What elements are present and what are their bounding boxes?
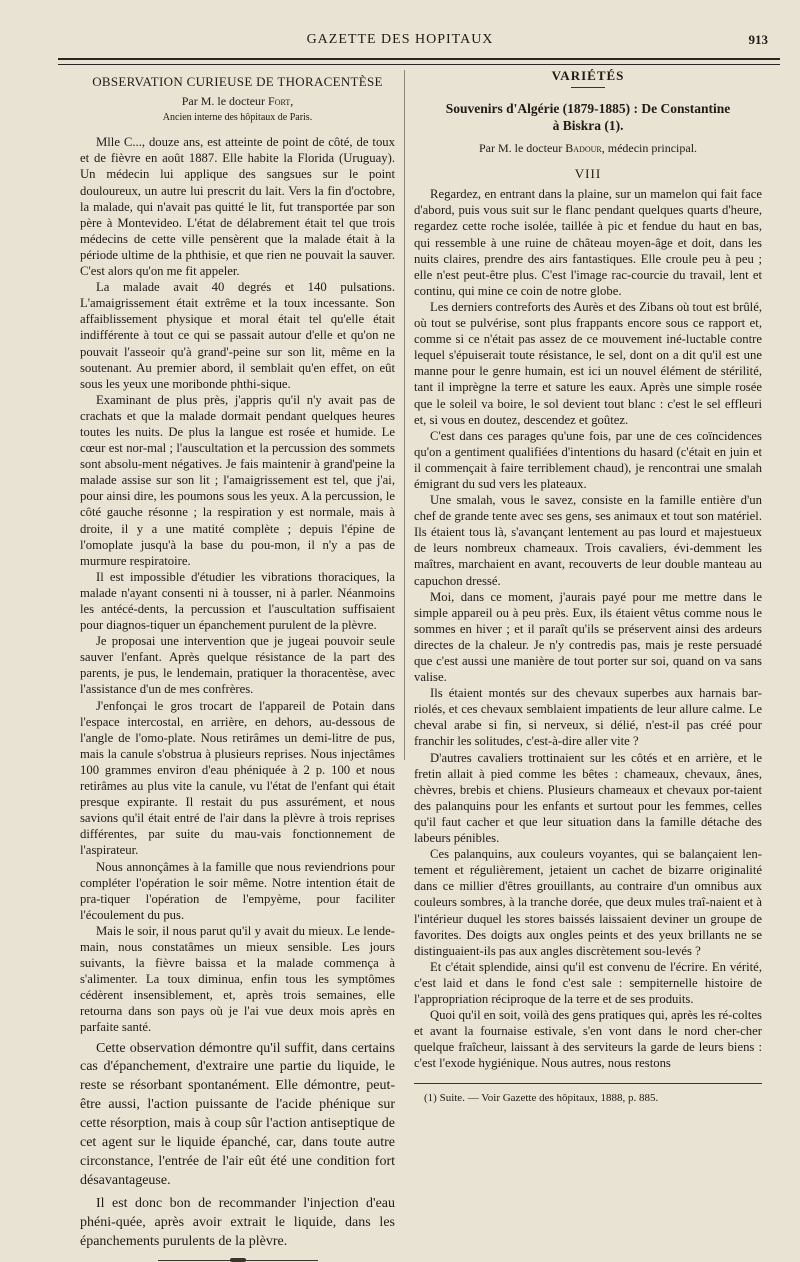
article-title: OBSERVATION CURIEUSE DE THORACENTÈSE xyxy=(92,74,383,89)
paragraph: Ces palanquins, aux couleurs voyantes, qui se balançaient len-tement et régulièrement, jetaient un cachet de bizarre originalité dans ce millier d'êtres grouillants, au contraire d'un omnibus aux couleurs sombres, à la tranche dorée, que deux mules traî-naient et à l'intérieur duquel les stores baissés laissaient deviner un groupe de favorites. Des doigts aux ongles peints et des yeux brillants ne se distinguaient-ils pas aux angles discrètement sou-levés ? xyxy=(414,847,762,958)
paragraph: D'autres cavaliers trottinaient sur les côtés et en arrière, et le fretin allait à pied comme les bêtes : chameaux, chevaux, ânes, chèvres, brebis et chiens. Plusieurs chameaux et chevaux por-taient des palanquins pour les enfants et surtout pour les femmes, celles qu'il faut cacher et que leur situation dans la famille détache des labeurs pénibles. xyxy=(414,750,762,846)
paragraph: La malade avait 40 degrés et 140 pulsations. L'amaigrissement était extrême et la toux incessante. Son affaiblissement physique et moral était tel qu'elle était indifférente à tout ce qui se passait autour d'elle et qu'on ne pouvait l'asseoir qu'à grand'-peine sur son lit, même en la soutenant. Au premier abord, il semblait qu'en effet, on eût sous les yeux une moribonde phthi-sique. xyxy=(80,280,395,391)
byline-suffix: médecin principal. xyxy=(607,141,698,156)
paragraph: Quoi qu'il en soit, voilà des gens pratiques qui, après les ré-coltes et avant la fournaise estivale, s'en vont dans le nord cher-cher quelque fraîcheur, laissant à des serviteurs la garde de leurs biens : c'est l'exode hygiénique. Nous autres, nous restons xyxy=(414,1008,762,1071)
journal-title: GAZETTE DES HOPITAUX xyxy=(306,32,494,47)
page-number: 913 xyxy=(748,32,768,47)
paragraph: Mais le soir, il nous parut qu'il y avait du mieux. Le lende-main, nous constatâmes un mieux sensible. Les jours suivants, la fièvre baissa et la malade commença à s'alimenter. La toux diminua, enfin tous les symptômes cédèrent insensiblement, et, après trois semaines, elle retourna dans son pays où je l'ai vue deux mois après en parfaite santé. xyxy=(80,923,395,1035)
article-byline xyxy=(80,93,395,109)
paragraph: Examinant de plus près, j'appris qu'il n'y avait pas de crachats et que la malade dormait pendant quelques heures toutes les nuits. De plus la langue est rosée et humide. Le cœur est nor-mal ; l'auscultation et la percussion des sommets sont absolu-ment négatives. Je fais maintenir à grand'peine la malade assise sur son lit ; l'amaigrissement est tel, que j'ai, pour ainsi dire, les poumons sous les yeux. A la percussion, le côté gauche résonne ; la respiration y est normale, mais à droite, il y a une matité complète ; depuis l'épine de l'omoplate jusqu'à la base du pou-mon, il n'y a pas de murmure respiratoire. xyxy=(80,392,395,568)
conclusion-paragraph: Il est donc bon de recommander l'injection d'eau phéni-quée, après avoir extrait le liquide, dans les épanchements purulents de la plèvre. xyxy=(80,1195,395,1249)
column-divider xyxy=(404,70,405,760)
paragraph: Regardez, en entrant dans la plaine, sur un mamelon qui fait face d'abord, puis vous suit sur le flanc pendant quelques quarts d'heure, regardez cette roche isolée, taillée à pic et fendue du haut en bas, qui ressemble à une ruine de château moyen-âge et doit, dans les nuits claires, prendre des airs fantastiques. Elle croule peu à peu ; elle n'est peut-être plus. C'est l'image rac-courcie du travail, lent et continu, qui mine ce coin de notre globe. xyxy=(414,187,762,298)
paragraph: Mlle C..., douze ans, est atteinte de point de côté, de toux et de fièvre en août 1887. Elle habite la Florida (Uruguay). Un médecin lui applique des sangsues sur le point douloureux, un autre lui prescrit du lait. Vers la fin d'octobre, la malade, qui n'avait pas quitté le lit, fut transportée par son père à Montevideo. L'état de délabrement était tel que trois médecins de cette ville pensèrent que la malade était à la période ultime de la phthisie, et que rien ne pouvait la sauver. C'est alors qu'on me fit appeler. xyxy=(80,135,395,279)
byline-prefix: Par M. le docteur xyxy=(181,94,266,109)
header-rule xyxy=(58,58,780,65)
author-affiliation: Ancien interne des hôpitaux de Paris. xyxy=(162,112,313,124)
paragraph: Moi, dans ce moment, j'aurais payé pour me mettre dans le simple appareil ou à peu près. Eux, ils étaient vêtus comme nous le sommes en hiver ; et il paraît qu'ils se préservent ainsi des ardeurs directes de la chaleur. Je n'y contredis pas, mais je reste persuadé que c'est aussi une manière de tout porter sur soi, quand on va sans valise. xyxy=(414,589,762,685)
end-ornament-rule xyxy=(158,1260,318,1261)
left-column xyxy=(80,68,395,1261)
author-name: Fort, xyxy=(268,94,294,109)
paragraph: C'est dans ces parages qu'une fois, par une de ces coïncidences qu'on a gentiment qualifiées d'intentions du hasard (c'était en juin et il commençait à faire terriblement chaud), je rencontrai une smalah émigrant du sud vers les plateaux. xyxy=(414,428,762,491)
byline-prefix: Par M. le docteur xyxy=(478,141,563,156)
author-name: Badour, xyxy=(565,141,605,156)
article-title-line-2: à Biskra (1). xyxy=(552,118,624,134)
conclusion-paragraph: Cette observation démontre qu'il suffit, dans certains cas d'épanchement, d'extraire une partie du liquide, le reste se résorbant spontanément. Elle démontre, peut-être aussi, l'action puissante de l'acide phénique sur cette résorption, mais à coup sûr l'action antiseptique de cet agent sur le liquide épanché, car, dans toute autre circonstance, l'entrée de l'air eût été une condition fort désavantageuse. xyxy=(80,1040,395,1188)
paragraph: Il est impossible d'étudier les vibrations thoraciques, la malade n'ayant consenti ni à tousser, ni à parler. Néanmoins les antécé-dents, la percussion et l'auscultation suffisaient pour diagnos-tiquer un épanchement purulent de la plèvre. xyxy=(80,569,395,633)
paragraph: Ils étaient montés sur des chevaux superbes aux harnais bar-riolés, et ces chevaux semblaient impatients de leur allure calme. Le cheval arabe si fin, si nerveux, si délié, n'est-il pas créé pour franchir les solitudes, c'est-à-dire aller vite ? xyxy=(414,686,762,749)
right-column xyxy=(414,68,762,1107)
paragraph: Je proposai une intervention que je jugeai pouvoir seule sauver l'enfant. Après quelque résistance de la part des parents, je pus, le lendemain, pratiquer la thoracentèse, avec l'assistance d'un de mes confrères. xyxy=(80,634,395,697)
article-byline xyxy=(414,140,762,156)
chapter-number: VIII xyxy=(574,166,602,182)
paragraph: J'enfonçai le gros trocart de l'appareil de Potain dans l'espace intercostal, en arrière, en dehors, au-dessous de l'angle de l'omo-plate. Nous retirâmes un demi-litre de pus, mais la canule s'obstrua à plusieurs reprises. Nous injectâmes 100 grammes environ d'eau phéniquée à 2 p. 100 et nous retirâmes au plus vite la canule, vu l'état de l'enfant qui était presque expirante. Il restait du pus assurément, et nous savions qu'il était entré de l'air dans la plèvre à trois reprises différentes, par suite du mau-vais fonctionnement de l'aspirateur. xyxy=(80,698,395,858)
page-header xyxy=(0,28,800,52)
paragraph: Les derniers contreforts des Aurès et des Zibans où tout est brûlé, où tout se pulvérise, sont plus frappants encore sous ce rapport et, comme si ce n'était pas assez de ce mouvement iné-luctable contre lequel s'épuiserait toute résistance, le sel, dont on a dit qu'il est une manne pour le genre humain, est ici un nouvel élément de stérilité, tant il imprègne la terre et sature les eaux. Après une simple rosée que le soleil va boire, le sol devient tout blanc : c'est le sel effleuri et, si vous en doutez, descendez et goûtez. xyxy=(414,299,762,427)
footnote-rule xyxy=(414,1083,762,1084)
footnote: (1) Suite. — Voir Gazette des hôpitaux, 1888, p. 885. xyxy=(424,1092,659,1105)
article-title-line-1: Souvenirs d'Algérie (1879-1885) : De Constantine xyxy=(445,101,731,117)
section-rule xyxy=(571,87,605,88)
section-heading: VARIÉTÉS xyxy=(551,68,625,83)
paragraph: Une smalah, vous le savez, consiste en la famille entière d'un chef de grande tente avec ses gens, ses animaux et tout son matériel. Ils étaient tous là, s'avançant lentement au pas lourd et majestueux de leurs nombreux chameaux. Trois cavaliers, évi-demment les maîtres, marchaient en avant, recouverts de leur double manteau au capuchon dressé. xyxy=(414,493,762,588)
paragraph: Et c'était splendide, ainsi qu'il est convenu de l'écrire. En vérité, c'est laid et dans le fond c'est sale : sempiternelle histoire de l'appropriation réciproque de la terre et de ses produits. xyxy=(414,959,762,1006)
paragraph: Nous annonçâmes à la famille que nous reviendrions pour compléter l'opération le soir même. Notre intention était de pra-tiquer l'opération de l'empyème, pour faciliter l'écoulement du pus. xyxy=(80,859,395,922)
